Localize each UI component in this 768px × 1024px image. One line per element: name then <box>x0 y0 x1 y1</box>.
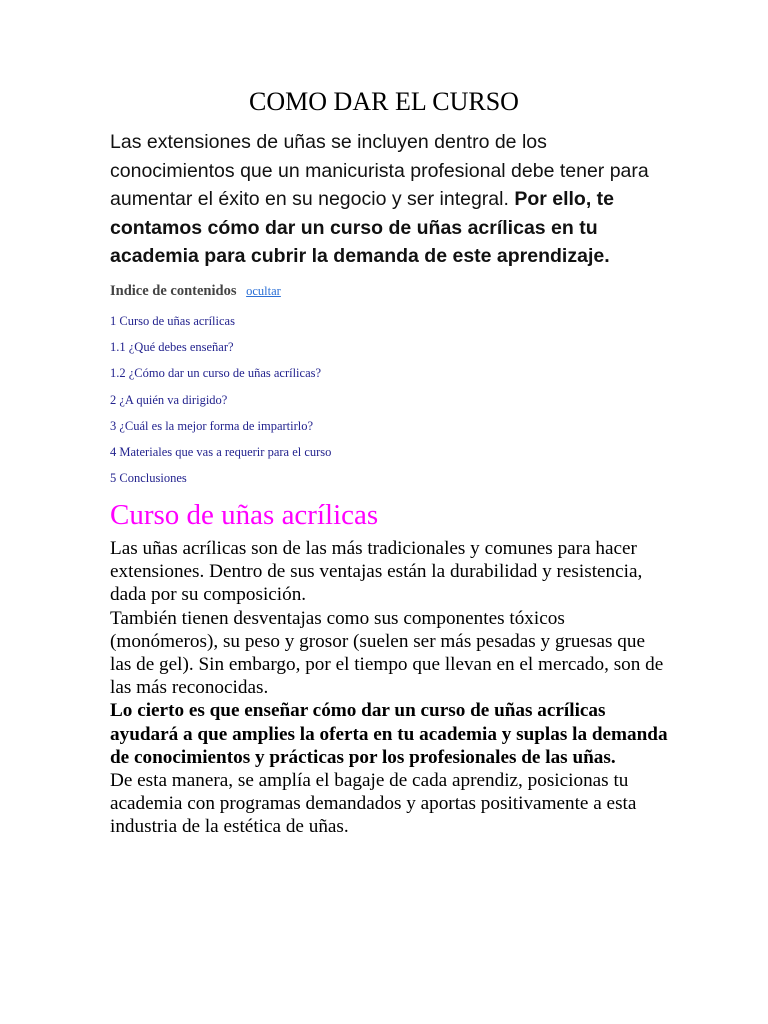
intro-bold-text: Por ello, te contamos cómo dar un curso de uñas acrílicas en tu academia para cubrir la demanda de este aprendizaje. <box>110 188 615 267</box>
toc-item-number: 1.2 <box>110 366 126 381</box>
body-paragraph-bold: Lo cierto es que enseñar cómo dar un curso de uñas acrílicas ayudará a que amplies la oferta en tu academia y suplas la demanda de conocimientos y prácticas por los profesionales de las uñas. <box>110 700 668 768</box>
toc-item[interactable] <box>110 419 331 445</box>
body-paragraph: Las uñas acrílicas son de las más tradicionales y comunes para hacer extensiones. Dentro de sus ventajas están la durabilidad y resistencia, dada por su composición. <box>110 538 643 606</box>
toc-item-label: Materiales que vas a requerir para el curso <box>119 444 332 459</box>
toc-item[interactable] <box>110 445 331 471</box>
toc-item[interactable] <box>110 471 331 497</box>
body-paragraph: De esta manera, se amplía el bagaje de cada aprendiz, posicionas tu academia con programas demandados y aportas positivamente a esta industria de la estética de uñas. <box>110 770 637 838</box>
toc-link[interactable] <box>110 419 313 433</box>
toc-header <box>110 283 281 300</box>
intro-text: Las extensiones de uñas se incluyen dentro de los conocimientos que un manicurista profesional debe tener para aumentar el éxito en su negocio y ser integral. <box>110 131 649 210</box>
toc-hide-link[interactable]: ocultar <box>246 284 281 298</box>
page-title: COMO DAR EL CURSO <box>249 87 519 116</box>
toc-link[interactable] <box>110 314 235 328</box>
toc-item-number: 1 <box>110 314 117 328</box>
toc-item-number: 4 <box>110 444 117 459</box>
toc-item-label: Curso de uñas acrílicas <box>119 314 235 328</box>
toc-list <box>110 314 331 497</box>
toc-link[interactable] <box>110 340 234 354</box>
toc-item-label: ¿A quién va dirigido? <box>119 392 228 407</box>
toc-link[interactable] <box>110 366 321 380</box>
toc-link[interactable] <box>110 445 331 459</box>
toc-item-label: ¿Qué debes enseñar? <box>128 340 234 355</box>
toc-item-label: Conclusiones <box>119 471 187 486</box>
section-heading: Curso de uñas acrílicas <box>110 499 379 531</box>
toc-item[interactable] <box>110 366 331 392</box>
toc-item-label: ¿Cuál es la mejor forma de impartirlo? <box>119 418 314 433</box>
toc-item[interactable] <box>110 314 331 340</box>
toc-item[interactable] <box>110 393 331 419</box>
section-body <box>110 537 670 839</box>
toc-link[interactable] <box>110 471 187 485</box>
toc-item[interactable] <box>110 340 331 366</box>
toc-item-label: ¿Cómo dar un curso de uñas acrílicas? <box>128 366 322 381</box>
toc-link[interactable] <box>110 393 227 407</box>
toc-title: Indice de contenidos <box>110 283 237 299</box>
intro-paragraph <box>110 128 670 271</box>
toc-item-number: 2 <box>110 392 117 407</box>
toc-item-number: 1.1 <box>110 340 126 355</box>
toc-item-number: 3 <box>110 418 117 433</box>
body-paragraph: También tienen desventajas como sus componentes tóxicos (monómeros), su peso y grosor (suelen ser más pesadas y gruesas que las de gel). Sin embargo, por el tiempo que llevan en el mercado, son de las más reconocidas. <box>110 607 664 699</box>
toc-item-number: 5 <box>110 471 117 486</box>
